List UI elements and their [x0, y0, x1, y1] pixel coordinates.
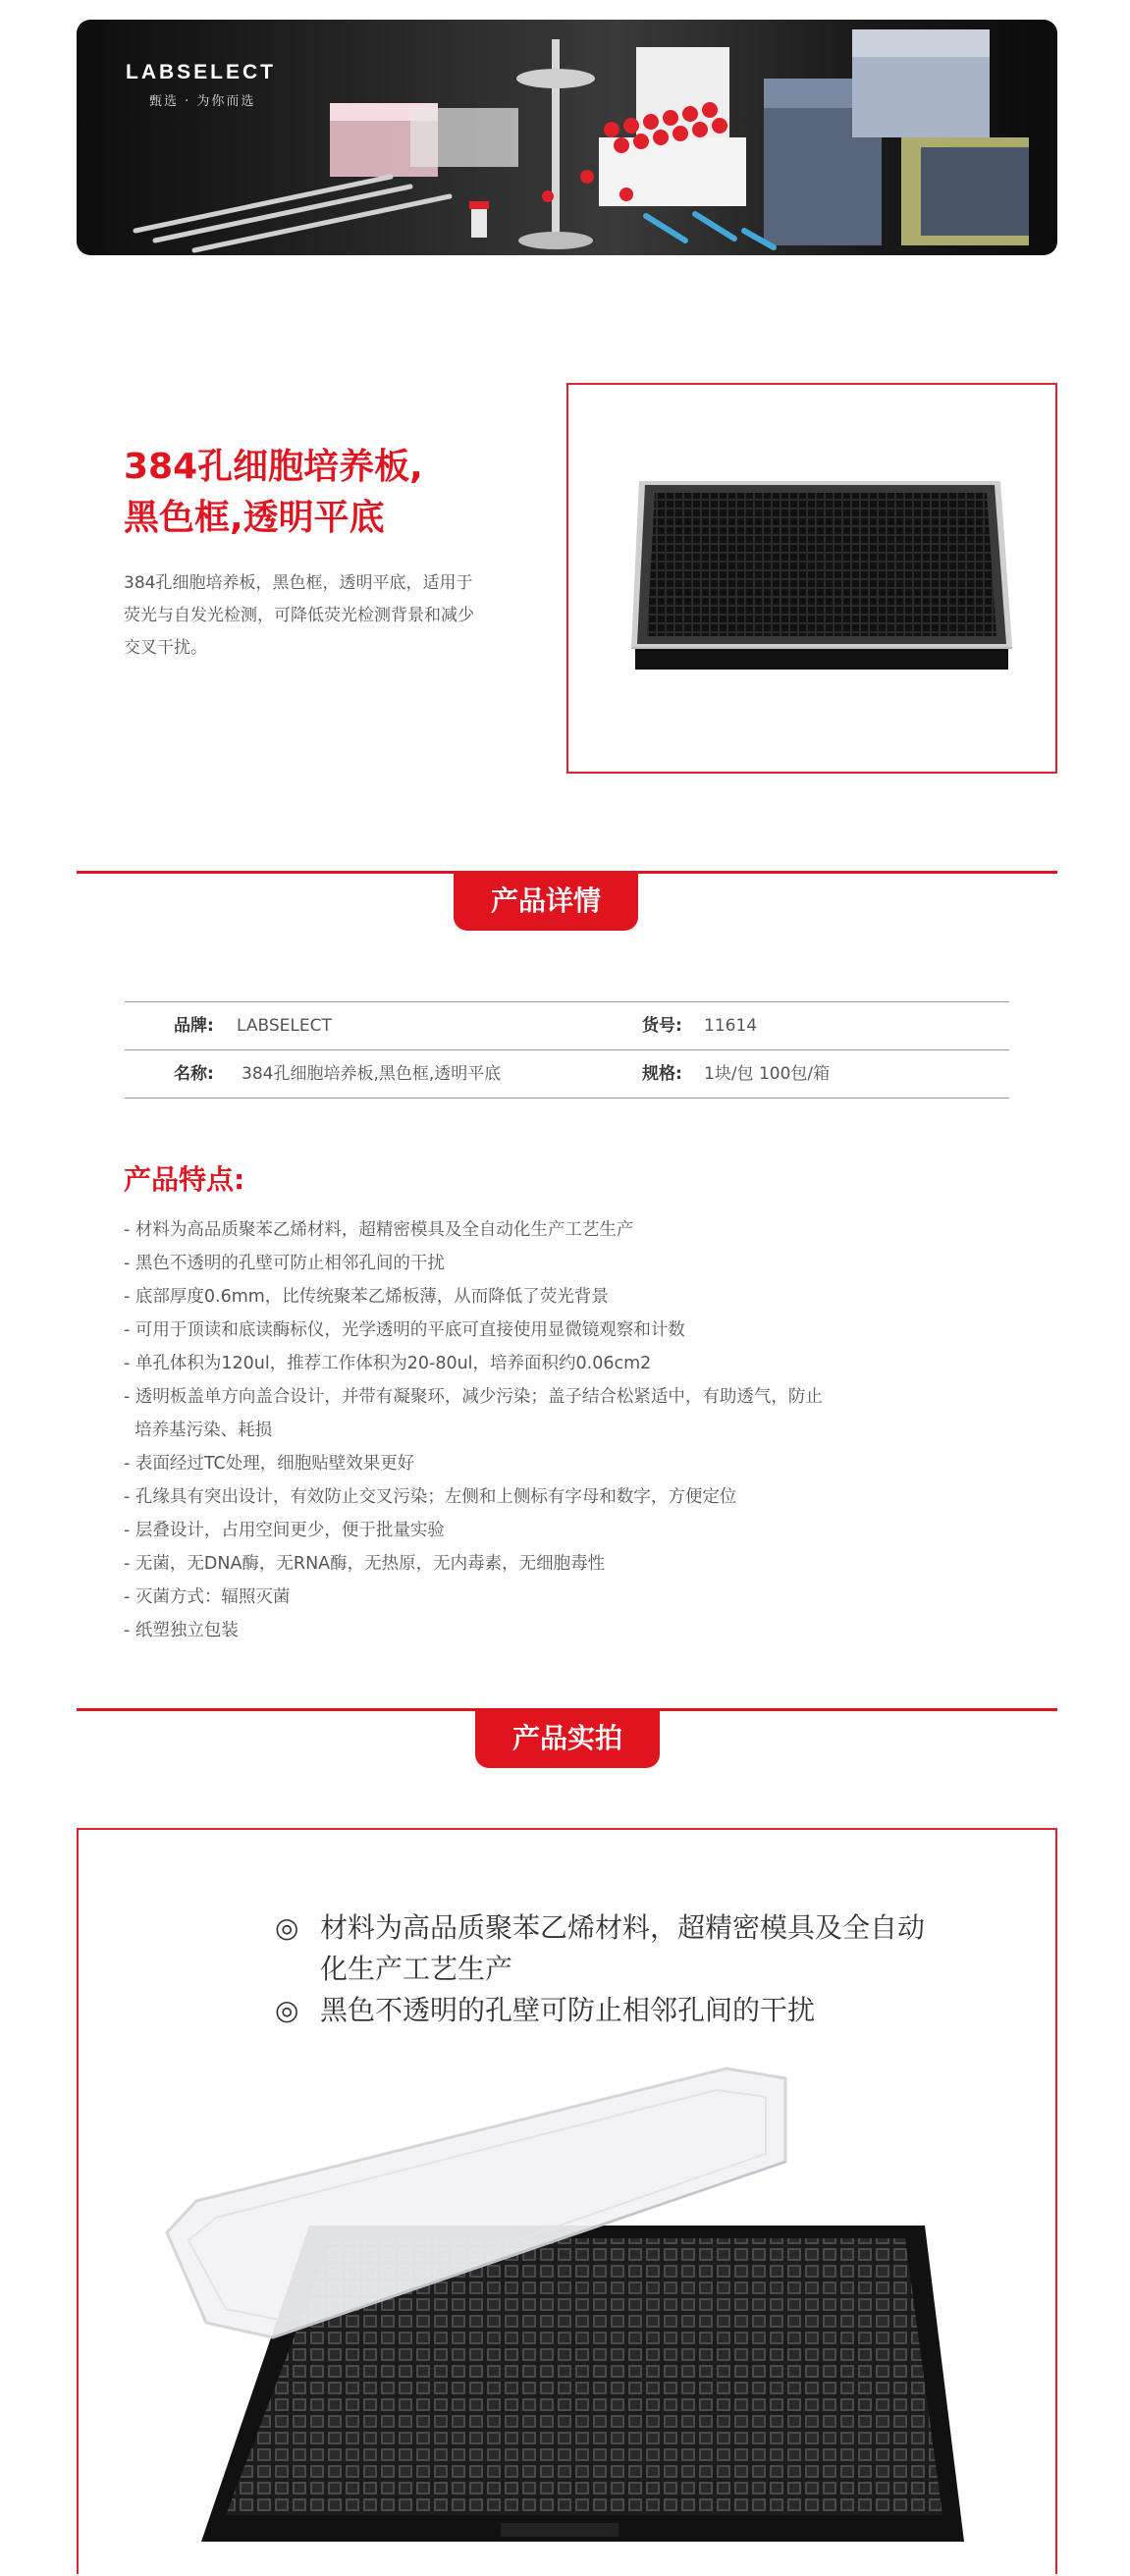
features-list: [124, 1213, 968, 1647]
list-item: - 可用于顶读和底读酶标仪，光学透明的平底可直接使用显微镜观察和计数: [124, 1320, 685, 1340]
product-photo-frame: [77, 1828, 1057, 2574]
circle-bullet-icon: ◎: [275, 1911, 299, 1944]
product-image-frame: [566, 383, 1057, 774]
section-tab-product-photo: 产品实拍: [475, 1709, 660, 1768]
photo-caption-text: 黑色不透明的孔壁可防止相邻孔间的干扰: [320, 1994, 816, 2026]
list-item: 培养基污染、耗损: [124, 1421, 273, 1440]
plate-image: [568, 385, 1055, 772]
brand-slogan: 甄选 · 为你而选: [149, 94, 256, 109]
section-tab-product-detail: 产品详情: [454, 872, 638, 931]
features-title: 产品特点:: [124, 1163, 245, 1196]
spec-key: 货号:: [642, 1016, 682, 1036]
photo-caption-2: [275, 1990, 815, 2031]
table-row: [125, 1049, 1009, 1099]
header-banner: [77, 20, 1057, 255]
product-title-line2: 黑色框,透明平底: [124, 498, 385, 538]
spec-value: LABSELECT: [237, 1016, 332, 1036]
list-item: - 黑色不透明的孔壁可防止相邻孔间的干扰: [124, 1254, 445, 1273]
plate-photo: [79, 2046, 1055, 2576]
spec-table: [125, 1001, 1009, 1099]
spec-value: 11614: [704, 1016, 758, 1036]
spec-value: 384孔细胞培养板,黑色框,透明平底: [242, 1064, 502, 1084]
product-title-line1: 384孔细胞培养板,: [124, 447, 423, 487]
product-collage-illustration: [77, 20, 1057, 255]
photo-caption-text: 材料为高品质聚苯乙烯材料，超精密模具及全自动: [320, 1911, 926, 1944]
circle-bullet-icon: ◎: [275, 1994, 299, 2026]
list-item: - 无菌，无DNA酶，无RNA酶，无热原，无内毒素，无细胞毒性: [124, 1554, 606, 1574]
list-item: - 底部厚度0.6mm，比传统聚苯乙烯板薄，从而降低了荧光背景: [124, 1287, 609, 1307]
product-title: [124, 442, 497, 544]
list-item: - 纸塑独立包装: [124, 1621, 239, 1640]
photo-caption-1b: [275, 1949, 512, 1990]
list-item: - 透明板盖单方向盖合设计，并带有凝聚环，减少污染；盖子结合松紧适中，有助透气，防止: [124, 1387, 823, 1407]
photo-caption-text: 化生产工艺生产: [320, 1953, 513, 1985]
spec-key: 品牌:: [174, 1016, 214, 1036]
spec-value: 1块/包 100包/箱: [704, 1064, 831, 1084]
list-item: - 孔缘具有突出设计，有效防止交叉污染；左侧和上侧标有字母和数字，方便定位: [124, 1487, 737, 1507]
product-description: 384孔细胞培养板，黑色框，透明平底，适用于荧光与自发光检测，可降低荧光检测背景和减少交叉干扰。: [124, 573, 474, 658]
list-item: - 材料为高品质聚苯乙烯材料，超精密模具及全自动化生产工艺生产: [124, 1220, 634, 1240]
table-row: [125, 1001, 1009, 1049]
list-item: - 表面经过TC处理，细胞贴壁效果更好: [124, 1454, 415, 1474]
list-item: - 层叠设计，占用空间更少，便于批量实验: [124, 1521, 445, 1540]
spec-key: 规格:: [642, 1064, 682, 1084]
brand-logo: LABSELECT: [126, 61, 276, 83]
photo-caption-1: [275, 1907, 925, 1949]
spec-key: 名称:: [174, 1064, 214, 1084]
list-item: - 单孔体积为120ul，推荐工作体积为20-80ul，培养面积约0.06cm2: [124, 1354, 652, 1373]
list-item: - 灭菌方式：辐照灭菌: [124, 1587, 291, 1607]
